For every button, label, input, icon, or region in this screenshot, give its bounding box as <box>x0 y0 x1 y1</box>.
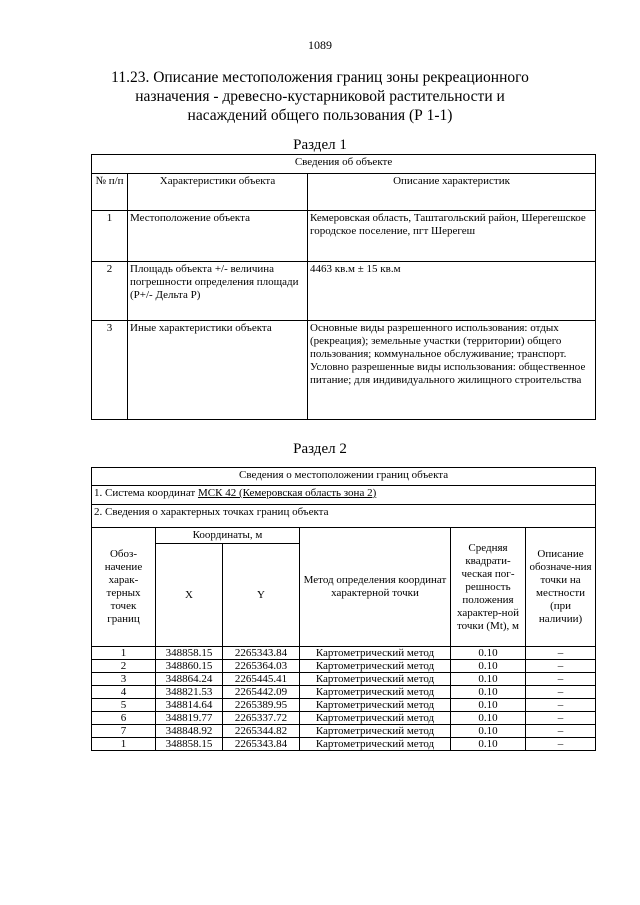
boundary-points-table <box>91 467 596 751</box>
point-id: 5 <box>92 699 156 712</box>
point-id: 6 <box>92 712 156 725</box>
point-id: 7 <box>92 725 156 738</box>
point-desc: – <box>526 738 596 751</box>
coord-system-row <box>92 486 596 505</box>
row-description: 4463 кв.м ± 15 кв.м <box>308 262 596 321</box>
point-y: 2265442.09 <box>223 686 300 699</box>
point-x: 348814.64 <box>156 699 223 712</box>
point-x: 348821.53 <box>156 686 223 699</box>
column-header-method: Метод определения координат характерной точки <box>300 528 451 647</box>
point-method: Картометрический метод <box>300 673 451 686</box>
page-number: 1089 <box>308 38 332 52</box>
row-description: Основные виды разрешенного использования: отдых (рекреация); земельные участки (территории) общего пользования; коммунальное обслуживание; транспорт. Условно разрешенные виды использования: общественное питание; для индивидуального жилищного строительства <box>308 321 596 420</box>
column-header-y: Y <box>223 544 300 647</box>
point-method: Картометрический метод <box>300 738 451 751</box>
point-id: 2 <box>92 660 156 673</box>
row-description: Кемеровская область, Таштагольский район, Шерегешское городское поселение, пгт Шерегеш <box>308 211 596 262</box>
table-row <box>92 699 596 712</box>
point-error: 0.10 <box>451 712 526 725</box>
point-error: 0.10 <box>451 673 526 686</box>
point-y: 2265344.82 <box>223 725 300 738</box>
point-x: 348858.15 <box>156 647 223 660</box>
point-x: 348848.92 <box>156 725 223 738</box>
point-x: 348860.15 <box>156 660 223 673</box>
point-x: 348819.77 <box>156 712 223 725</box>
table-caption-row <box>92 468 596 486</box>
point-error: 0.10 <box>451 699 526 712</box>
coord-system-value: МСК 42 (Кемеровская область зона 2) <box>197 487 377 499</box>
table-row <box>92 262 596 321</box>
point-desc: – <box>526 647 596 660</box>
coord-system <box>92 486 596 505</box>
point-y: 2265343.84 <box>223 647 300 660</box>
point-desc: – <box>526 699 596 712</box>
table-caption: Сведения о местоположении границ объекта <box>92 468 596 486</box>
point-id: 1 <box>92 738 156 751</box>
point-desc: – <box>526 712 596 725</box>
table-row <box>92 712 596 725</box>
column-header-x: X <box>156 544 223 647</box>
points-label-row <box>92 505 596 528</box>
table-header-row <box>92 174 596 211</box>
column-header-coordinates: Координаты, м <box>156 528 300 544</box>
point-method: Картометрический метод <box>300 725 451 738</box>
table-row <box>92 738 596 751</box>
row-characteristic: Иные характеристики объекта <box>128 321 308 420</box>
point-id: 4 <box>92 686 156 699</box>
row-characteristic: Площадь объекта +/- величина погрешности определения площади (Р+/- Дельта Р) <box>128 262 308 321</box>
column-header-description: Описание характеристик <box>308 174 596 211</box>
table-caption: Сведения об объекте <box>92 155 596 174</box>
column-header-description: Описание обозначе-ния точки на местности (при наличии) <box>526 528 596 647</box>
section1-heading: Раздел 1 <box>293 137 347 153</box>
row-number: 3 <box>92 321 128 420</box>
column-header-characteristic: Характеристики объекта <box>128 174 308 211</box>
row-number: 2 <box>92 262 128 321</box>
point-y: 2265364.03 <box>223 660 300 673</box>
point-method: Картометрический метод <box>300 647 451 660</box>
point-desc: – <box>526 725 596 738</box>
point-id: 3 <box>92 673 156 686</box>
table-row <box>92 686 596 699</box>
column-header-number: № п/п <box>92 174 128 211</box>
row-characteristic: Местоположение объекта <box>128 211 308 262</box>
point-error: 0.10 <box>451 647 526 660</box>
object-info-table <box>91 154 596 420</box>
table-header-row <box>92 528 596 544</box>
document-title: 11.23. Описание местоположения границ зоны рекреационного назначения - древесно-кустарниковой растительности и насаждений общего пользования (Р 1-1) <box>111 69 529 124</box>
table-row <box>92 647 596 660</box>
point-y: 2265445.41 <box>223 673 300 686</box>
section2-heading: Раздел 2 <box>293 441 347 457</box>
row-number: 1 <box>92 211 128 262</box>
column-header-designation: Обоз-начение харак-терных точек границ <box>92 528 156 647</box>
point-error: 0.10 <box>451 738 526 751</box>
point-desc: – <box>526 660 596 673</box>
table-caption-row <box>92 155 596 174</box>
point-method: Картометрический метод <box>300 660 451 673</box>
point-desc: – <box>526 673 596 686</box>
point-error: 0.10 <box>451 660 526 673</box>
table-row <box>92 211 596 262</box>
points-body <box>92 647 596 751</box>
point-x: 348864.24 <box>156 673 223 686</box>
point-method: Картометрический метод <box>300 699 451 712</box>
point-y: 2265337.72 <box>223 712 300 725</box>
point-id: 1 <box>92 647 156 660</box>
point-y: 2265389.95 <box>223 699 300 712</box>
coord-system-label: 1. Система координат <box>94 487 196 499</box>
point-error: 0.10 <box>451 725 526 738</box>
point-x: 348858.15 <box>156 738 223 751</box>
table-row <box>92 321 596 420</box>
point-method: Картометрический метод <box>300 686 451 699</box>
points-label: 2. Сведения о характерных точках границ объекта <box>92 505 596 528</box>
point-y: 2265343.84 <box>223 738 300 751</box>
point-method: Картометрический метод <box>300 712 451 725</box>
table-row <box>92 660 596 673</box>
point-error: 0.10 <box>451 686 526 699</box>
point-desc: – <box>526 686 596 699</box>
table-row <box>92 725 596 738</box>
table-row <box>92 673 596 686</box>
column-header-error: Средняя квадрати-ческая пог-решность положения характер-ной точки (Mt), м <box>451 528 526 647</box>
